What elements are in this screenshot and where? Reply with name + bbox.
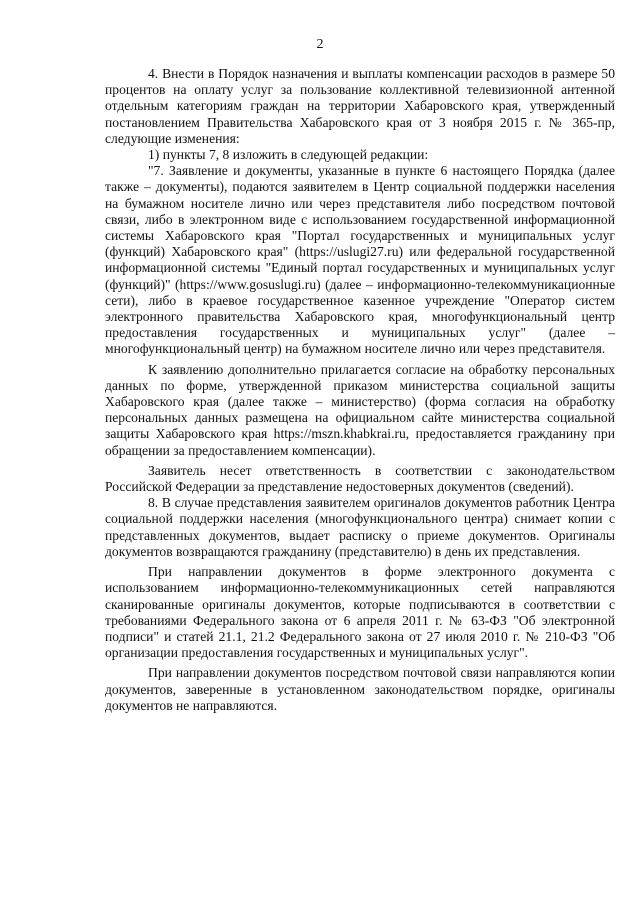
paragraph-point-7: "7. Заявление и документы, указанные в пункте 6 настоящего Порядка (далее также – документы), подаются заявителем в Центр социальной поддержки населения на бумажном носителе лично или через представителя либо посредством почтовой связи, либо в электронном виде с использованием государственной информационной системы Хабаровского края "Портал государственных и муниципальных услуг (функций) Хабаровского края" (https://uslugi27.ru) или федеральной государственной информационной системы "Единый портал государственных и муниципальных услуг (функций)" (https://www.gosuslugi.ru) (далее – информационно-телекоммуникационные сети), либо в краевое государственное казенное учреждение "Оператор систем электронного правительства Хабаровского края, многофункциональный центр предоставления государственных и муниципальных услуг" (далее – многофункциональный центр) на бумажном носителе лично или через представителя.	[105, 163, 615, 357]
document-body	[105, 66, 615, 714]
paragraph-electronic-submission: При направлении документов в форме электронного документа с использованием информационно-телекоммуникационных сетей направляются сканированные оригиналы документов, которые подписываются в соответствии с требованиями Федерального закона от 6 апреля 2011 г. № 63-ФЗ "Об электронной подписи" и статей 21.1, 21.2 Федерального закона от 27 июля 2010 г. № 210-ФЗ "Об организации предоставления государственных и муниципальных услуг".	[105, 564, 615, 661]
paragraph-postal-submission: При направлении документов посредством почтовой связи направляются копии документов, заверенные в установленном законодательством порядке, оригиналы документов не направляются.	[105, 665, 615, 713]
paragraph-point-8: 8. В случае представления заявителем оригиналов документов работник Центра социальной поддержки населения (многофункционального центра) снимает копии с представленных документов, выдает расписку о приеме документов. Оригиналы документов возвращаются гражданину (представителю) в день их представления.	[105, 495, 615, 559]
paragraph-item-4: 4. Внести в Порядок назначения и выплаты компенсации расходов в размере 50 процентов на оплату услуг за пользование коллективной телевизионной антенной отдельным категориям граждан на территории Хабаровского края, утвержденный постановлением Правительства Хабаровского края от 3 ноября 2015 г. № 365-пр, следующие изменения:	[105, 66, 615, 146]
paragraph-consent: К заявлению дополнительно прилагается согласие на обработку персональных данных по форме, утвержденной приказом министерства социальной защиты Хабаровского края (далее также – министерство) (форма согласия на обработку персональных данных размещена на официальном сайте министерства социальной защиты Хабаровского края https://mszn.khabkrai.ru, предоставляется гражданину при обращении за предоставлением компенсации).	[105, 361, 615, 458]
paragraph-responsibility: Заявитель несет ответственность в соответствии с законодательством Российской Федерации за представление недостоверных документов (сведений).	[105, 462, 615, 495]
paragraph-subitem-1: 1) пункты 7, 8 изложить в следующей редакции:	[148, 147, 429, 163]
page-number: 2	[316, 37, 324, 52]
